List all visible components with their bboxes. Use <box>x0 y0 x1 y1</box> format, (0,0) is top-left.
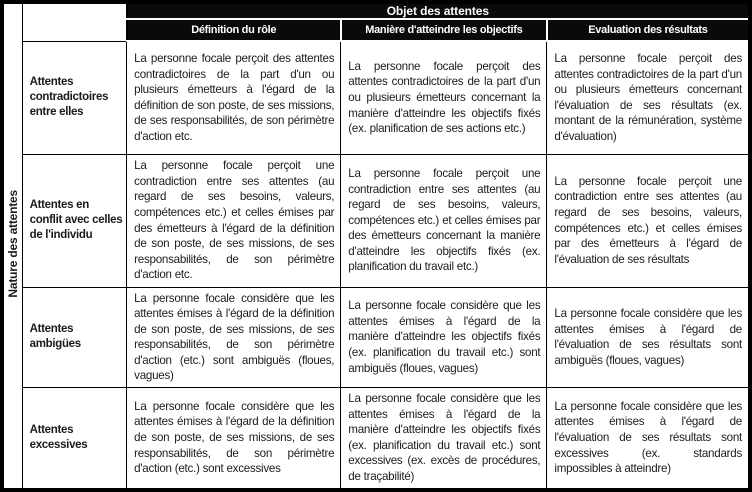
table-row <box>2 41 750 154</box>
table-title: Objet des attentes <box>127 2 750 19</box>
nature-des-attentes-axis-label <box>2 2 22 490</box>
table-cell: La personne focale perçoit une contradiction entre ses attentes (au regard de ses besoins, valeurs, compétences etc.) et celles émises par des émetteurs à l'égard de la définition de son poste, de ses missions, de ses responsabilités, de son périmètre d'action etc. <box>127 154 341 287</box>
nature-des-attentes-text: Nature des attentes <box>5 189 20 298</box>
table-row <box>2 287 750 388</box>
table-cell: La personne focale perçoit des attentes contradictoires de la part d'un ou plusieurs émetteurs à l'égard de la définition de son poste, de ses missions, de ses responsabilités, de son périmètre d'action etc. <box>127 41 341 154</box>
table-cell: La personne focale considère que les attentes émises à l'égard de la manière d'atteindre les objectifs fixés (ex. planification du travail etc.) sont excessives (ex. excès de procédures, de traçabilité) <box>341 388 547 490</box>
table-cell: La personne focale perçoit une contradiction entre ses attentes (au regard de ses besoins, valeurs, compétences etc.) et celles émises par des émetteurs à l'égard de l'évaluation de ses résultats <box>547 154 750 287</box>
table-cell: La personne focale perçoit des attentes contradictoires de la part d'un ou plusieurs émetteurs concernant la manière d'atteindre les objectifs fixés (ex. planification de ses actions etc.) <box>341 41 547 154</box>
table-cell: La personne focale perçoit des attentes contradictoires de la part d'un ou plusieurs émetteurs concernant l'évaluation de ses résultats (ex. montant de la rémunération, système d'évaluation) <box>547 41 750 154</box>
table-cell: La personne focale considère que les attentes émises à l'égard de la définition de son poste, de ses missions, de ses responsabilités, de son périmètre d'action (etc.) sont excessives <box>127 388 341 490</box>
table-row <box>2 388 750 490</box>
corner-cell <box>22 2 127 41</box>
table-cell: La personne focale considère que les attentes émises à l'égard de l'évaluation de ses résultats sont ambiguës (floues, vagues) <box>547 287 750 388</box>
column-header-definition-du-role: Définition du rôle <box>127 19 341 41</box>
table-cell: La personne focale considère que les attentes émises à l'égard de la définition de son poste, de ses missions, de ses responsabilités, de son périmètre d'action (etc.) sont ambiguës (floues, vagues) <box>127 287 341 388</box>
row-label-attentes-contradictoires: Attentes contradictoires entre elles <box>22 41 127 154</box>
row-label-attentes-ambigues: Attentes ambigües <box>22 287 127 388</box>
row-label-attentes-excessives: Attentes excessives <box>22 388 127 490</box>
table-cell: La personne focale perçoit une contradiction entre ses attentes (au regard de ses besoins, valeurs, compétences etc.) et celles émises par des émetteurs concernant la manière d'atteindre les objectifs fixés (ex. planification du travail etc.) <box>341 154 547 287</box>
column-header-maniere-atteindre-objectifs: Manière d'atteindre les objectifs <box>341 19 547 41</box>
column-header-evaluation-resultats: Evaluation des résultats <box>547 19 750 41</box>
table-cell: La personne focale considère que les attentes émises à l'égard de l'évaluation de ses résultats sont excessives (ex. standards impossibles à atteindre) <box>547 388 750 490</box>
row-label-attentes-en-conflit: Attentes en conflit avec celles de l'individu <box>22 154 127 287</box>
table-row <box>2 154 750 287</box>
table-cell: La personne focale considère que les attentes émises à l'égard de la manière d'atteindre les objectifs fixés (ex. planification du travail etc.) sont ambiguës (floues, vagues) <box>341 287 547 388</box>
